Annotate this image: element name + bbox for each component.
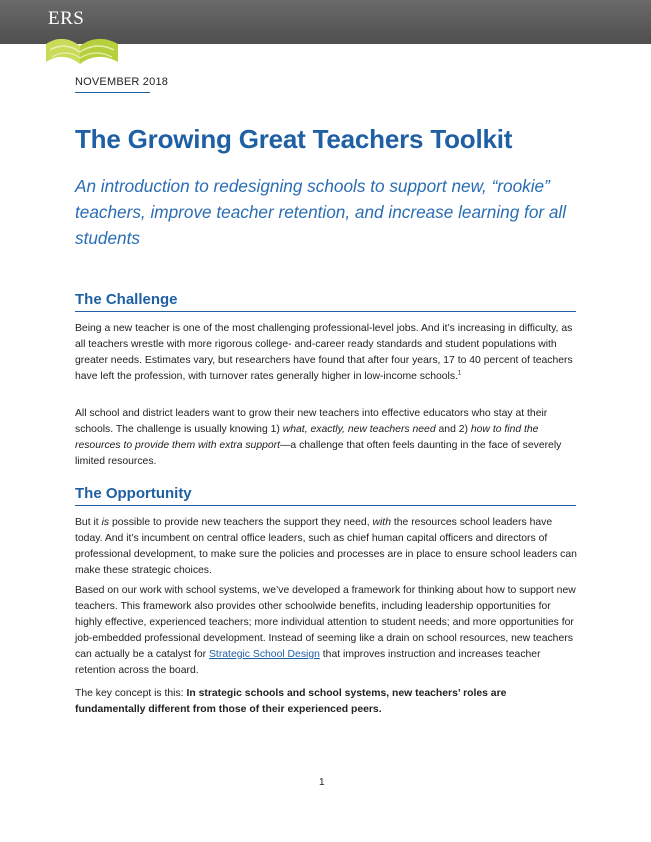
challenge-paragraph-2	[75, 406, 577, 470]
section-heading-opportunity: The Opportunity	[75, 485, 192, 502]
opportunity-paragraph-1	[75, 515, 577, 579]
opportunity-p1-e: the resources school leaders have today. And it’s incumbent on central office leaders, such as chief human capital officers and directors of professional development, to make sure the policies and processes are in place to ensure school leaders can make these strategic choices.	[75, 517, 577, 576]
opportunity-paragraph-2	[75, 583, 577, 679]
document-subtitle: An introduction to redesigning schools to support new, “rookie” teachers, improve teacher retention, and increase learning for all students	[75, 176, 567, 248]
footnote-ref[interactable]: 1	[457, 370, 462, 377]
logo-text: ERS	[48, 8, 85, 29]
date-underline	[75, 92, 150, 93]
page-number: 1	[319, 777, 325, 788]
challenge-p2-emphasis-1: what, exactly, new teachers need	[282, 424, 436, 435]
opportunity-p1-c: possible to provide new teachers the support they need,	[109, 517, 373, 528]
ers-logo	[44, 8, 124, 68]
section-heading-challenge: The Challenge	[75, 291, 178, 308]
section-rule-challenge	[75, 311, 576, 312]
opportunity-p1-a: But it	[75, 517, 102, 528]
challenge-p2-c: and 2)	[435, 424, 471, 435]
key-concept-bold: In strategic schools and school systems, new teachers’ roles are fundamentally different from those of their experienced peers.	[75, 688, 507, 715]
challenge-p2-e: —a challenge that often feels daunting in the face of severely limited resources.	[75, 440, 562, 467]
publication-date: NOVEMBER 2018	[75, 76, 169, 88]
document-title: The Growing Great Teachers Toolkit	[75, 124, 513, 154]
opportunity-p2-b: that improves instruction and increases teacher retention across the board.	[75, 649, 541, 676]
section-rule-opportunity	[75, 505, 576, 506]
opportunity-p1-emphasis-2: with	[372, 517, 391, 528]
open-book-icon	[44, 30, 120, 68]
opportunity-p3-a: The key concept is this:	[75, 688, 187, 699]
opportunity-p2-a: Based on our work with school systems, we’ve developed a framework for thinking about how to support new teachers. This framework also provides other schoolwide benefits, including leadership opportunities for highly effective, experienced teachers; more individual attention to student needs; and more opportunities for job-embedded professional development. Instead of seeming like a drain on school resources, new teachers can actually be a catalyst for	[75, 585, 576, 660]
challenge-p2-a: All school and district leaders want to grow their new teachers into effective educators who stay at their schools. The challenge is usually knowing 1)	[75, 408, 548, 435]
opportunity-p1-emphasis-1: is	[101, 517, 110, 528]
challenge-p1-text: Being a new teacher is one of the most challenging professional-level jobs. And it’s increasing in difficulty, as all teachers wrestle with more rigorous college- and-career ready standards and student populations with greater needs. Estimates vary, but researchers have found that after four years, 17 to 40 percent of teachers have left the profession, with turnover rates generally higher in low-income schools.	[75, 323, 573, 382]
challenge-p2-emphasis-2: how to find the resources to provide them with extra support	[75, 424, 539, 451]
challenge-paragraph-1	[75, 321, 577, 385]
opportunity-paragraph-3	[75, 686, 577, 718]
strategic-school-design-link[interactable]: Strategic School Design	[209, 649, 320, 660]
